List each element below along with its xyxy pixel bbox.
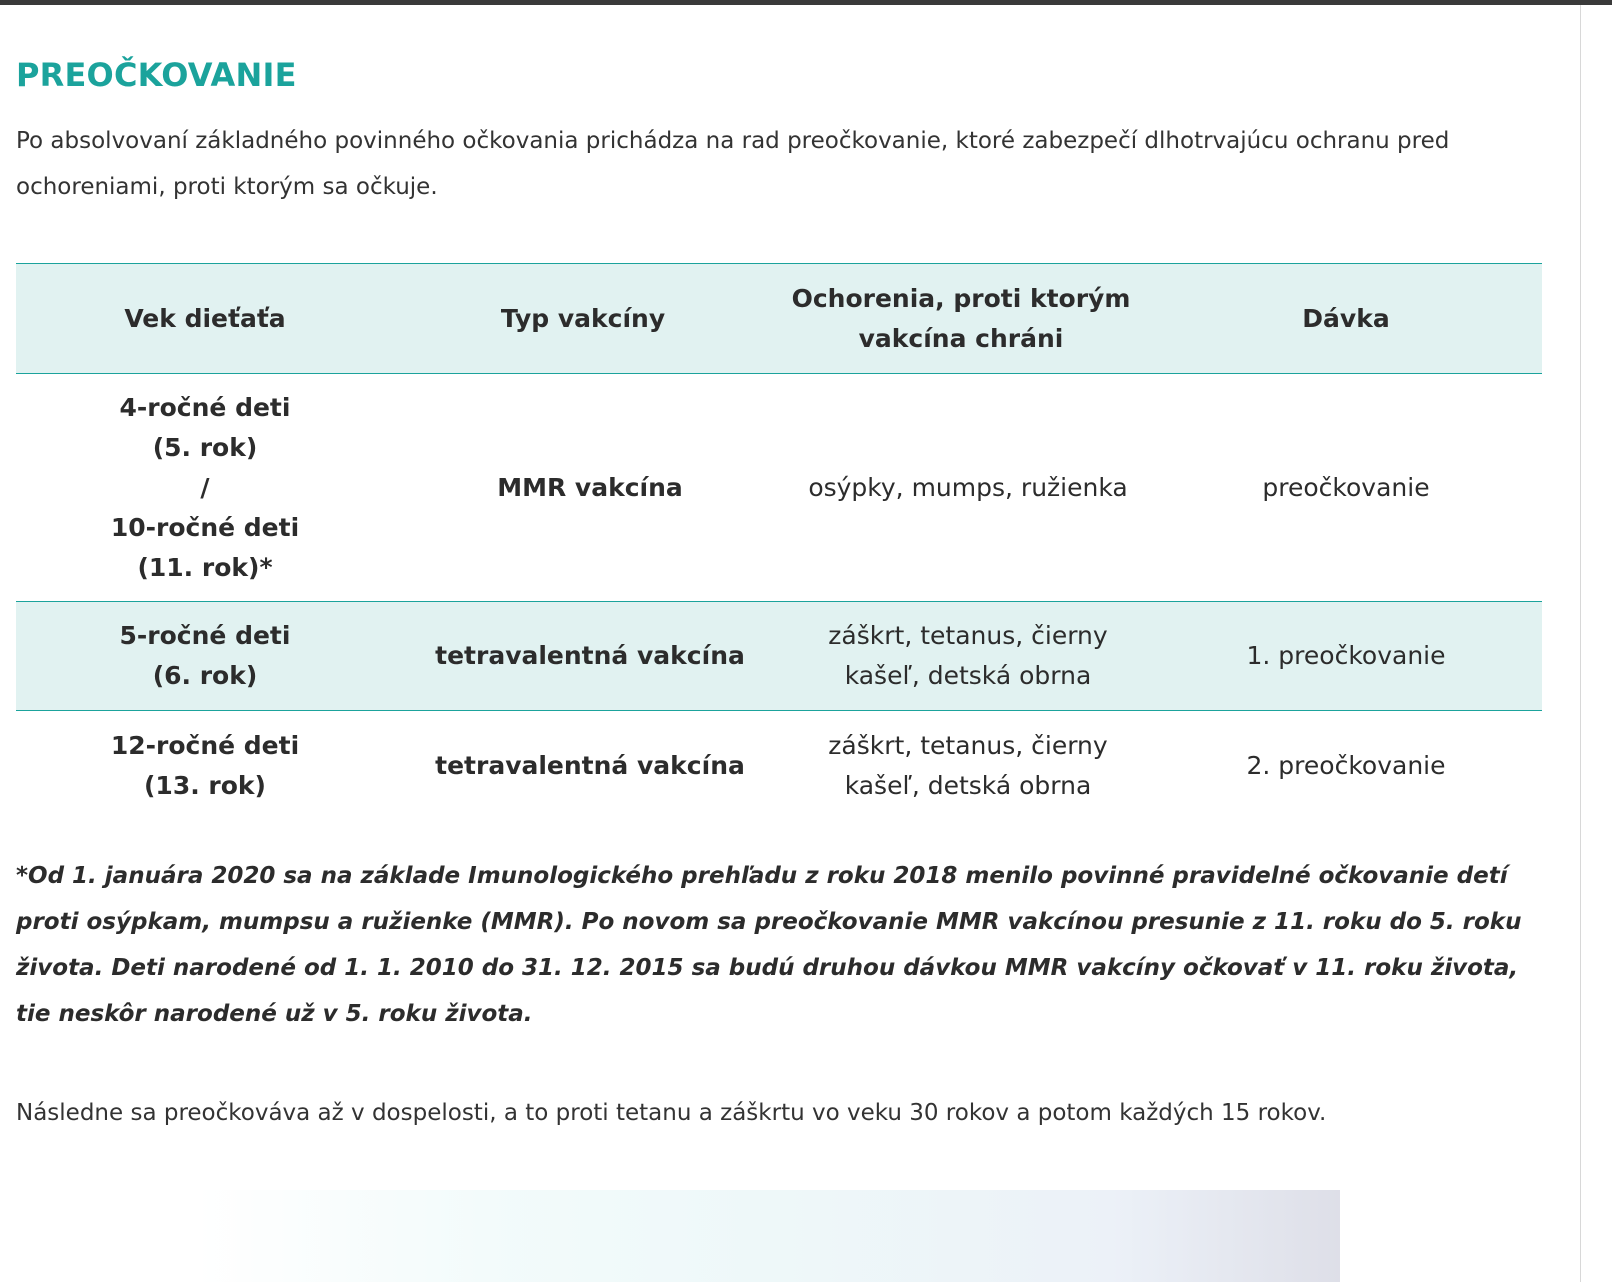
table-row bbox=[16, 602, 1542, 711]
revaccination-table bbox=[16, 263, 1542, 821]
table-row bbox=[16, 711, 1542, 821]
window-top-border bbox=[0, 0, 1612, 5]
intro-paragraph: Po absolvovaní základného povinného očkovania prichádza na rad preočkovanie, ktoré zabezpečí dlhotrvajúcu ochranu pred ochoreniami, proti ktorým sa očkuje. bbox=[16, 128, 1450, 200]
cell-dose: preočkovanie bbox=[1262, 472, 1430, 502]
cell-dose: 1. preočkovanie bbox=[1246, 641, 1446, 670]
outro-paragraph: Následne sa preočkováva až v dospelosti, a to proti tetanu a záškrtu vo veku 30 rokov a potom každých 15 rokov. bbox=[16, 1100, 1327, 1126]
banner-image bbox=[196, 1190, 1340, 1282]
cell-diseases-text: záškrt, tetanus, čierny kašeľ, detská obrna bbox=[828, 621, 1108, 690]
header-child-age: Vek dieťaťa bbox=[124, 303, 286, 333]
cell-diseases-text: záškrt, tetanus, čierny kašeľ, detská obrna bbox=[828, 730, 1108, 800]
header-dose: Dávka bbox=[1302, 303, 1390, 333]
cell-diseases bbox=[772, 374, 1150, 602]
header-diseases: Ochorenia, proti ktorým vakcína chráni bbox=[791, 283, 1131, 353]
scrollbar-edge bbox=[1580, 5, 1581, 1282]
cell-vaccine bbox=[394, 374, 772, 602]
cell-dose: 2. preočkovanie bbox=[1246, 750, 1446, 780]
cell-diseases-text: osýpky, mumps, ružienka bbox=[808, 472, 1128, 502]
header-vaccine-type: Typ vakcíny bbox=[500, 303, 666, 333]
cell-vaccine bbox=[394, 602, 772, 711]
cell-age: 5-ročné deti (6. rok) bbox=[119, 621, 291, 690]
cell-vaccine-text: tetravalentná vakcína bbox=[435, 750, 745, 780]
cell-age: 12-ročné deti (13. rok) bbox=[110, 730, 300, 800]
cell-diseases bbox=[772, 711, 1150, 821]
cell-diseases bbox=[772, 602, 1150, 711]
cell-vaccine-text: tetravalentná vakcína bbox=[435, 641, 745, 670]
cell-age: 4-ročné deti (5. rok) / 10-ročné deti (11. rok)* bbox=[110, 392, 300, 582]
table-header-row bbox=[16, 264, 1542, 374]
cell-vaccine bbox=[394, 711, 772, 821]
footnote: *Od 1. januára 2020 sa na základe Imunologického prehľadu z roku 2018 menilo povinné pravidelné očkovanie detí proti osýpkam, mumpsu a ružienke (MMR). Po novom sa preočkovanie MMR vakcínou presunie z 11. roku do 5. roku života. Deti narodené od 1. 1. 2010 do 31. 12. 2015 sa budú druhou dávkou MMR vakcíny očkovať v 11. roku života, tie neskôr narodené už v 5. roku života. bbox=[16, 863, 1522, 1027]
section-title: PREOČKOVANIE bbox=[16, 56, 297, 94]
table-row bbox=[16, 374, 1542, 602]
cell-vaccine-text: MMR vakcína bbox=[497, 472, 683, 502]
